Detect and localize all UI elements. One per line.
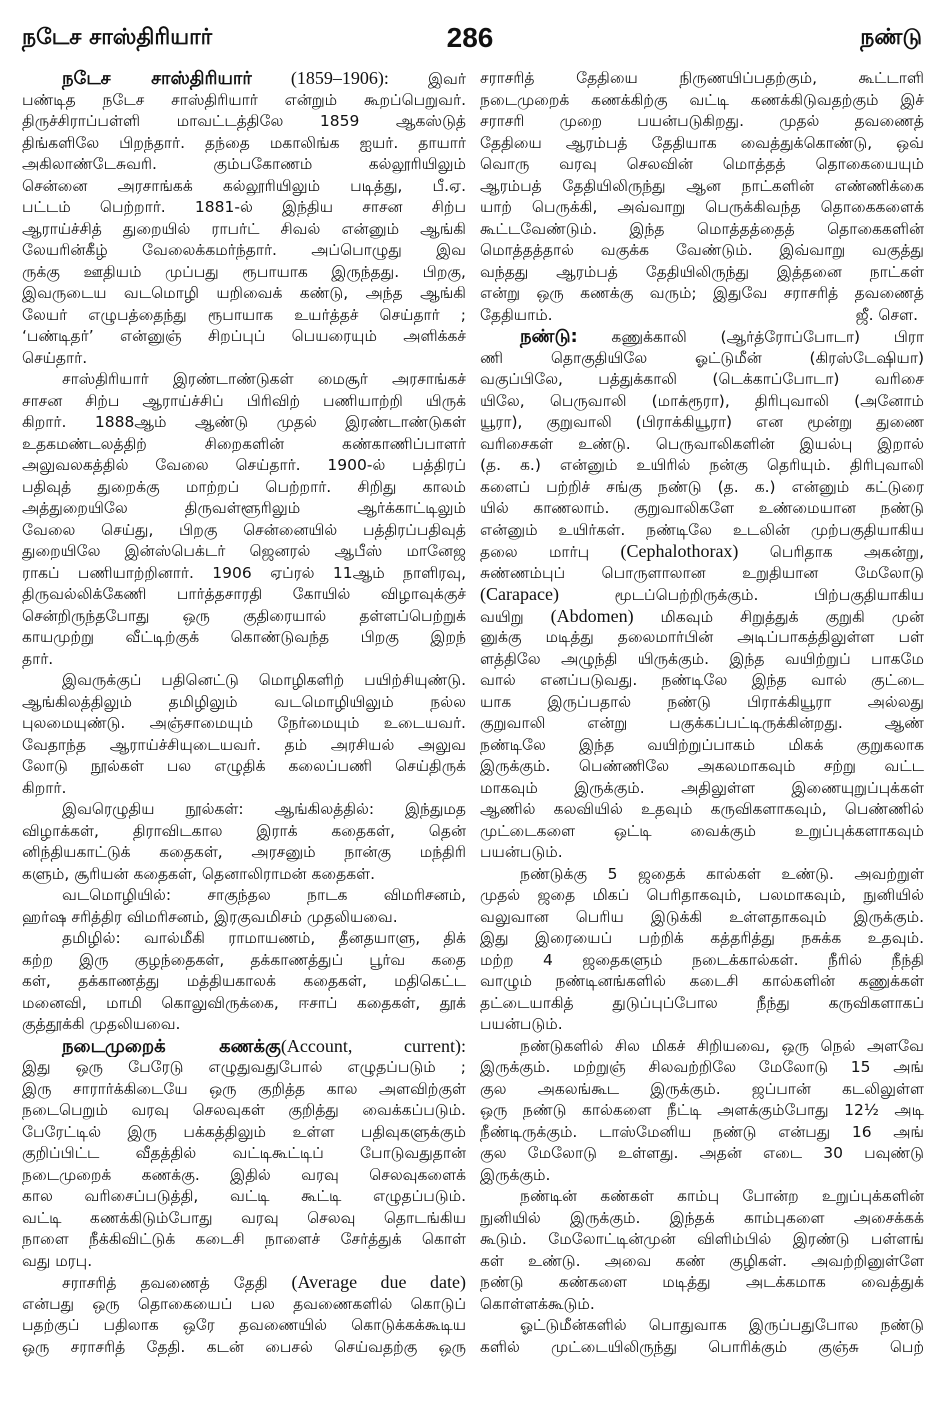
text-line: முட்டைகளை ஒட்டி வைக்கும் உறுப்புக்களாகவும் — [480, 821, 924, 840]
latin-term: (Account, current): — [280, 1035, 466, 1056]
text-line: ருக்கு ஊதியம் முப்பது ரூபாயாக இருந்தது. பிறகு, — [22, 262, 466, 281]
text-line — [480, 326, 924, 348]
text-line: மொத்தத்தால் வகுக்க வேண்டும். இவ்வாறு வகுத்து — [480, 241, 924, 259]
text-line: பதிவுத் துறைக்கு மாற்றப் பெற்றார். சிறிது காலம் — [22, 477, 466, 496]
text-line: குத்தூக்கி முதலியவை. — [22, 1015, 181, 1033]
text-line: குல அகலங்கூட இருக்கும். ஜப்பான் கடலிலுள்ள — [480, 1079, 924, 1098]
text-line: நடைமுறைக் கணக்கு. இதில் வரவு செலவுகளைக் — [22, 1165, 466, 1184]
text-line: காயமுற்று வீட்டிற்குக் கொண்டுவந்த பிறகு இறந் — [22, 628, 466, 646]
text-line: ‘பண்டிதர்’ என்னுஞ் சிறப்புப் பெயரையும் அளிக்கச் — [22, 327, 466, 345]
entry-headword: நண்டு: — [520, 326, 578, 347]
text-line: வட்டி கணக்கிடும்போது வரவு செலவு தொடங்கிய — [22, 1208, 466, 1227]
paragraph — [480, 326, 924, 864]
text-run: மிகவும் சிறுத்துக் குறுகி முன் — [633, 607, 924, 626]
text-line: மனைவி, மாமி கொலுவிருக்கை, ஈசாப் கதைகள், தூக் — [22, 993, 466, 1012]
text-line: லோடு நூல்கள் பல எழுதிக் கலைப்பணி செய்திருக் — [22, 757, 466, 775]
paragraph — [22, 670, 466, 799]
text-line: இருக்கும். மற்றுஞ் சிலவற்றிலே மேலோடு 15 அங் — [480, 1058, 924, 1076]
text-line — [480, 606, 924, 628]
text-line: கிறார். — [22, 778, 67, 797]
paragraph — [22, 68, 466, 369]
text-line: வலுவான பெரிய இடுக்கி உள்ளதாகவும் இருக்கும். — [480, 907, 924, 926]
text-line: குறுவாலி என்று பகுக்கப்பட்டிருக்கின்றது. ஆண் — [480, 714, 924, 732]
text-run: சராசரித் தவணைத் தேதி — [62, 1274, 292, 1292]
text-line: நண்டுகளில் சில மிகச் சிறியவை, ஒரு நெல் அளவே — [520, 1036, 924, 1055]
text-line: யாற் பெருக்கி, அவ்வாறு பெருக்கிவந்த தொகைகளைக் — [480, 198, 924, 216]
text-line: நண்டுக்கு 5 ஜதைக் கால்கள் உண்டு. அவற்றுள் — [520, 864, 924, 883]
latin-term: (Abdomen) — [550, 605, 634, 626]
text-line: ணி தொகுதியிலே ஓட்டுமீன் (கிரஸ்டேஷியா) — [480, 348, 924, 367]
text-line: முதல் ஜதை மிகப் பெரிதாகவும், பலமாகவும், நுனியில் — [480, 886, 924, 904]
text-line: ஹர்ஷ சரித்திர விமரிசனம், இரகுவமிசம் முதலியவை. — [22, 907, 398, 926]
text-line: அலுவலகத்தில் வேலை செய்தார். 1900-ல் பத்திரப் — [22, 456, 466, 474]
text-run: மூடப்பெற்றிருக்கும். பிற்பகுதியாகிய — [558, 586, 924, 604]
text-run: இவர் — [388, 70, 466, 88]
page-number: 286 — [446, 22, 494, 53]
text-line: நாளை நீக்கிவிட்டுக் கடைசி நாளைச் சேர்த்துக் கொள் — [22, 1230, 466, 1248]
text-run: தேதியாம். — [480, 305, 553, 324]
text-line: மாகவும் இருக்கும். அதிலுள்ள இணையுறுப்புக்கள் — [480, 778, 924, 797]
text-line: இருக்கும். — [480, 1165, 551, 1184]
text-line: தார். — [22, 649, 54, 668]
text-line: வாழும் நண்டினங்களில் கடைசி கால்களின் கணுக்கள் — [480, 972, 924, 990]
text-line: ஆரம்பத் தேதியிலிருந்து ஆன நாட்களின் எண்ணிக்கை — [480, 176, 924, 195]
text-line — [22, 1272, 466, 1294]
text-line: நீண்டிருக்கும். டாஸ்மேனிய நண்டு என்பது 16 அங் — [480, 1122, 924, 1141]
text-run: கணுக்காலி (ஆர்த்ரோப்போடா) பிரா — [577, 328, 924, 346]
text-line: ஓட்டுமீன்களில் பொதுவாக இருப்பதுபோல நண்டு — [520, 1316, 924, 1334]
text-line: என்பது ஒரு தொகையைப் பல தவணைகளில் கொடுப் — [22, 1294, 466, 1313]
text-line — [22, 68, 466, 90]
text-line — [22, 1036, 466, 1058]
text-line: உதகமண்டலத்திற் சிறைகளின் கண்காணிப்பாளர் — [22, 434, 466, 453]
text-line: கிறார். 1888ஆம் ஆண்டு முதல் இரண்டாண்டுகள் — [22, 413, 466, 431]
text-line: களில் முட்டையிலிருந்து பொரிக்கும் குஞ்சு பெற் — [480, 1337, 924, 1356]
text-line: நண்டின் கண்கள் காம்பு போன்ற உறுப்புக்களின் — [520, 1187, 924, 1205]
text-line: சாஸ்திரியார் இரண்டாண்டுகள் மைசூர் அரசாங்கச் — [62, 370, 466, 388]
text-line: பண்டித நடேச சாஸ்திரியார் என்றும் கூறப்பெறுவர். — [22, 90, 466, 109]
text-line: புலமையுண்டு. அஞ்சாமையும் நேர்மையும் உடையவர். — [22, 714, 466, 732]
text-line: அத்துறையிலே திருவள்ளூரிலும் ஆர்க்காட்டிலும் — [22, 499, 466, 517]
text-line — [480, 541, 924, 563]
right-column — [480, 68, 924, 1358]
text-line: இவரெழுதிய நூல்கள்: ஆங்கிலத்தில்: இந்துமத — [62, 800, 466, 818]
text-line: வரிசைகள் உண்டு. பெருவாலிகளின் இயல்பு இறால் — [480, 434, 924, 453]
text-line: லேயர் எழுபத்தைந்து ரூபாயாக உயர்த்தச் செய்தார் ; — [22, 305, 466, 324]
text-line: இருக்கும். பெண்ணிலே அகலமாகவும் சற்று வட்ட — [480, 757, 924, 775]
text-line: நடைமுறைக் கணக்கிற்கு வட்டி கணக்கிடுவதற்கும் இச் — [480, 90, 924, 109]
text-line: கொள்ளக்கூடும். — [480, 1294, 595, 1313]
running-head-left: நடேச சாஸ்திரியார் — [22, 25, 213, 50]
text-line: தேதியை ஆரம்பத் தேதியாக வைத்துக்கொண்டு, ஒவ் — [480, 133, 924, 152]
text-line: இரு சாரார்க்கிடையே ஒரு குறித்த கால அளவிற்குள் — [22, 1079, 466, 1098]
text-line: இவருடைய வடமொழி யறிவைக் கண்டு, அந்த ஆங்கி — [22, 284, 466, 302]
text-line: திருவல்லிக்கேணி பார்த்தசாரதி கோயில் விழாவுக்குச் — [22, 585, 466, 603]
text-line: வேலை செய்து, பிறகு சென்னையில் பத்திரப்பதிவுத் — [22, 520, 466, 539]
text-line: ஒரு நண்டு கால்களை நீட்டி அளக்கும்போது 12½ அடி — [480, 1101, 924, 1119]
paragraph — [22, 799, 466, 885]
text-line: பேரேட்டில் இரு பக்கத்திலும் உள்ள பதிவுகளுக்கும் — [22, 1122, 466, 1141]
paragraph — [480, 1036, 924, 1187]
text-line: கூடும். மேலோட்டின்முன் விளிம்பில் இரண்டு பள்ளங் — [480, 1230, 924, 1248]
text-line: இது இரையைப் பற்றிக் கத்தரித்து நசுக்க உதவும். — [480, 929, 924, 947]
text-line: கால வரிசைப்படுத்தி, வட்டி கூட்டி எழுதப்படும். — [22, 1187, 466, 1205]
text-line: வது மரபு. — [22, 1251, 93, 1270]
text-line: பதற்குப் பதிலாக ஒரே தவணையில் கொடுக்கக்கூடிய — [22, 1316, 466, 1334]
text-line: திங்களிலே பிறந்தார். தந்தை மகாலிங்க ஐயர். தாயார் — [22, 133, 466, 152]
text-line: அகிலாண்டேசுவரி. கும்பகோணம் கல்லூரியிலும் — [22, 155, 466, 173]
text-line: தட்டையாகித் துடுப்புப்போல நீந்து கருவிகளாகப் — [480, 993, 924, 1012]
text-line: ராகப் பணியாற்றினார். 1906 ஏப்ரல் 11ஆம் நாளிரவு, — [22, 563, 466, 582]
text-line: யூரா), குறுவாலி (பிராக்கியூரா) என மூன்று துணை — [480, 413, 924, 431]
paragraph — [480, 68, 924, 326]
text-line: சுண்ணம்புப் பொருளாலான உறுதியான மேலோடு — [480, 563, 924, 582]
text-line: நண்டிலே இந்த வயிற்றுப்பாகம் மிகக் குறுகலாக — [480, 735, 924, 754]
paragraph — [22, 928, 466, 1036]
text-line: சாசன சிற்ப ஆராய்ச்சிப் பிரிவிற் பணியாற்றி யிருக் — [22, 391, 466, 410]
text-line: (த. க.) என்னும் உயிரில் நன்கு தெரியும். திரிபுவாலி — [480, 456, 924, 474]
text-line: னுக்கு மடித்து தலைமார்பின் அடிப்பாகத்திலுள்ள பள் — [480, 628, 924, 646]
paragraph — [480, 1315, 924, 1358]
text-line: வால் எனப்படுவது. நண்டிலே இந்த வால் குட்டை — [480, 671, 924, 689]
text-run: தலை மார்பு — [480, 543, 621, 561]
text-line: கற்ற இரு குழந்தைகள், தக்காணத்துப் பூர்வ கதை — [22, 950, 466, 969]
text-line: தமிழில்: வால்மீகி ராமாயணம், தீனதயாளு, திக் — [62, 929, 466, 947]
entry-headword: நடேச சாஸ்திரியார் — [62, 68, 252, 89]
left-column — [22, 68, 466, 1358]
text-line: யில் காணலாம். குறுவாலிகளே உண்மையான நண்டு — [480, 499, 924, 517]
text-line: ஆணில் கலவியில் உதவும் கருவிகளாகவும், பெண்ணில் — [480, 800, 924, 818]
text-run: வயிறு — [480, 607, 551, 626]
text-run — [252, 70, 291, 88]
text-line: நுனியில் இருக்கும். இந்தக் காம்புகளை அசைக்கக் — [480, 1208, 924, 1227]
text-line: வேதாந்த ஆராய்ச்சியுடையவர். தம் அரசியல் அலுவ — [22, 735, 466, 754]
text-line: லேயரின்கீழ் வேலைக்கமர்ந்தார். அப்பொழுது இவ — [22, 241, 466, 259]
text-line: பட்டம் பெற்றார். 1881-ல் இந்திய சாசன சிற்ப — [22, 198, 466, 216]
text-line: கூட்டவேண்டும். இந்த மொத்தத்தைத் தொகைகளின் — [480, 219, 924, 238]
paragraph — [480, 864, 924, 1036]
latin-term: (Carapace) — [480, 584, 559, 604]
text-line: கள் உண்டு. அவை கண் குழிகள். அவற்றினுள்ளே — [480, 1251, 924, 1270]
text-line: ஒரு சராசரித் தேதி. கடன் பைசல் செய்வதற்கு ஒரு — [22, 1337, 466, 1356]
text-line: வந்தது ஆரம்பத் தேதியிலிருந்து இத்தனை நாட்கள் — [480, 262, 924, 281]
latin-term: (Cephalothorax) — [620, 541, 739, 561]
text-line: மற்ற 4 ஜதைகளும் நடைக்கால்கள். நீரில் நீந்தி — [480, 950, 924, 969]
latin-term: (1859–1906): — [290, 68, 389, 88]
paragraph — [22, 369, 466, 670]
text-line: ஆங்கிலத்திலும் தமிழிலும் வடமொழியிலும் நல்ல — [22, 692, 466, 711]
text-line — [480, 584, 924, 606]
text-line — [480, 305, 924, 327]
running-head-right: நண்டு — [860, 25, 922, 50]
text-line: ஆராய்ச்சித் துறையில் ராபர்ட் சிவல் என்னும் ஆங்கி — [22, 219, 466, 238]
text-line: கள், தக்காணத்து மத்தியகாலக் கதைகள், மதிகெட்ட — [22, 972, 466, 990]
text-line: சென்னை அரசாங்கக் கல்லூரியிலும் படித்து, பீ.ஏ. — [22, 176, 466, 195]
text-line: குறிப்பிட்ட வீதத்தில் வட்டிகூட்டிப் போடுவதுதான் — [22, 1144, 466, 1162]
paragraph — [22, 1036, 466, 1273]
text-line: என்னும் உயிர்கள். நண்டிலே உடலின் முற்பகுதியாகிய — [480, 520, 924, 539]
paragraph — [22, 1272, 466, 1358]
text-line: விழாக்கள், திராவிடகால இராக் கதைகள், தென் — [22, 821, 466, 840]
author-initials: ஜீ. செள. — [855, 305, 918, 324]
text-line: நடைபெறும் வரவு செலவுகள் குறித்து வைக்கப்படும். — [22, 1101, 466, 1119]
text-line: சராசரித் தேதியை நிருணயிப்பதற்கும், கூட்டாளி — [480, 69, 924, 87]
text-line: இது ஒரு பேரேடு எழுதுவதுபோல் எழுதப்படும் ; — [22, 1058, 466, 1076]
text-line: களைப் பற்றிச் சங்கு நண்டு (த. க.) என்னும் கட்டுரை — [480, 477, 924, 496]
text-line: துறையிலே இன்ஸ்பெக்டர் ஜெனரல் ஆபீஸ் மானேஜ — [22, 542, 466, 560]
text-line: யாக இருப்பதால் நண்டு பிராக்கியூரா அல்லது — [480, 692, 924, 711]
paragraph — [22, 885, 466, 928]
text-line: பயன்படும். — [480, 1015, 563, 1033]
paragraph — [480, 1186, 924, 1315]
text-line: னிந்தியகாட்டுக் கதைகள், அரசனும் நான்கு மந்திரி — [22, 843, 466, 861]
text-line: சென்றிருந்தபோது ஒரு குதிரையால் தள்ளப்பெற்றுக் — [22, 606, 466, 625]
text-line: யிலே, பெருவாலி (மாக்ரூரா), திரிபுவாலி (அனோம் — [480, 391, 924, 410]
text-line: செய்தார். — [22, 348, 88, 367]
text-run: பெரிதாக அகன்று, — [738, 543, 924, 561]
latin-term: (Average due date) — [291, 1272, 466, 1292]
text-line: வடமொழியில்: சாகுந்தல நாடக விமரிசனம், — [62, 886, 466, 904]
text-line: ளத்திலே அழுந்தி யிருக்கும். இந்த வயிற்றுப் பாகமே — [480, 649, 924, 668]
text-line: நண்டு கண்களை மடித்து அடக்கமாக வைத்துக் — [480, 1273, 924, 1291]
text-line: இவருக்குப் பதினெட்டு மொழிகளிற் பயிற்சியுண்டு. — [62, 671, 466, 689]
text-line: வொரு வரவு செலவின் மொத்தத் தொகையையும் — [480, 155, 924, 173]
text-line: சராசரி முறை பயன்படுகிறது. முதல் தவணைத் — [480, 112, 924, 130]
text-line: குல மேலோடு உள்ளது. அதன் எடை 30 பவுண்டு — [480, 1144, 924, 1162]
text-line: வகுப்பிலே, பத்துக்காலி (டெக்காப்போடா) வரிசை — [480, 370, 924, 388]
text-line: களும், சூரியன் கதைகள், தெனாலிராமன் கதைகள். — [22, 864, 376, 883]
text-line: என்று ஒரு கணக்கு வரும்; இதுவே சராசரித் தவணைத் — [480, 284, 924, 302]
entry-headword: நடைமுறைக் கணக்கு — [62, 1035, 281, 1057]
text-line: திருச்சிராப்பள்ளி மாவட்டத்திலே 1859 ஆகஸ்டுத் — [22, 112, 466, 130]
text-line: பயன்படும். — [480, 843, 563, 861]
